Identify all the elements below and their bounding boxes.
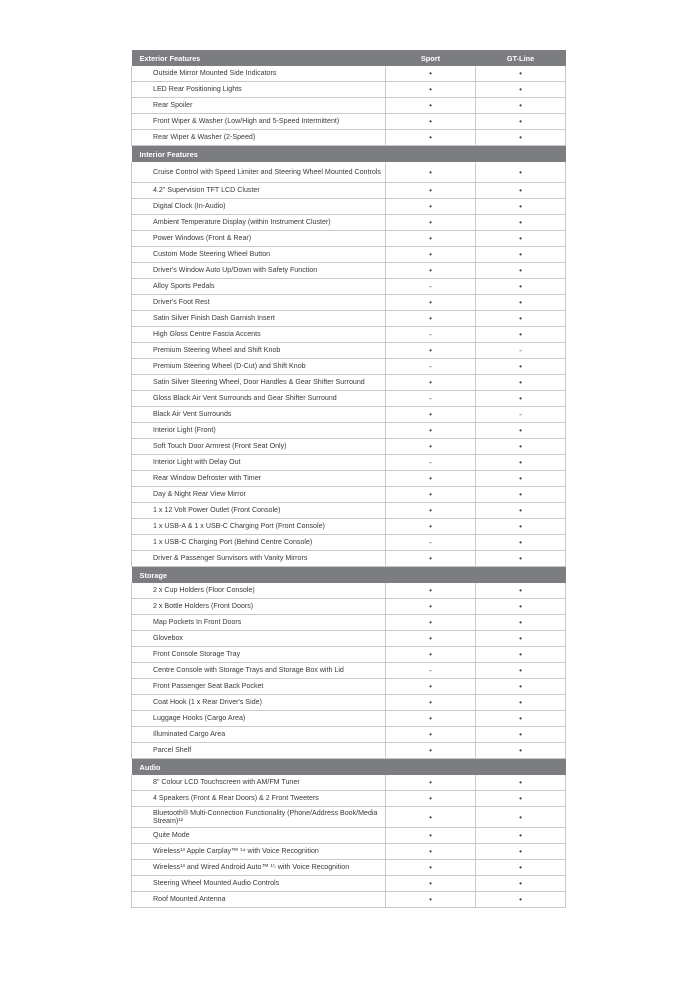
section-title: Interior Features — [132, 146, 566, 163]
feature-label: Soft Touch Door Armrest (Front Seat Only) — [132, 439, 386, 455]
table-row — [132, 231, 566, 247]
sport-availability: • — [386, 487, 476, 503]
gtline-availability: • — [476, 279, 566, 295]
gtline-availability: • — [476, 487, 566, 503]
table-row — [132, 263, 566, 279]
feature-label: 1 x USB-C Charging Port (Behind Centre Console) — [132, 535, 386, 551]
feature-label: High Gloss Centre Fascia Accents — [132, 327, 386, 343]
gtline-availability: • — [476, 327, 566, 343]
table-row — [132, 215, 566, 231]
column-header-gtline: GT-Line — [476, 50, 566, 66]
gtline-availability: • — [476, 162, 566, 183]
sport-availability: • — [386, 599, 476, 615]
gtline-availability: • — [476, 503, 566, 519]
feature-label: Driver's Window Auto Up/Down with Safety Function — [132, 263, 386, 279]
sport-availability: • — [386, 295, 476, 311]
table-row — [132, 375, 566, 391]
feature-label: Rear Wiper & Washer (2-Speed) — [132, 130, 386, 146]
feature-label: Front Wiper & Washer (Low/High and 5-Speed Intermittent) — [132, 114, 386, 130]
feature-label: Map Pockets In Front Doors — [132, 615, 386, 631]
gtline-availability: • — [476, 876, 566, 892]
table-row — [132, 775, 566, 791]
sport-availability: • — [386, 82, 476, 98]
table-row — [132, 487, 566, 503]
gtline-availability: • — [476, 231, 566, 247]
gtline-availability: • — [476, 844, 566, 860]
gtline-availability: • — [476, 892, 566, 908]
sport-availability: • — [386, 583, 476, 599]
table-row — [132, 791, 566, 807]
gtline-availability: • — [476, 215, 566, 231]
sport-availability: - — [386, 535, 476, 551]
feature-label: Steering Wheel Mounted Audio Controls — [132, 876, 386, 892]
feature-label: Premium Steering Wheel (D-Cut) and Shift Knob — [132, 359, 386, 375]
sport-availability: - — [386, 663, 476, 679]
table-row — [132, 583, 566, 599]
sport-availability: • — [386, 711, 476, 727]
gtline-availability: • — [476, 599, 566, 615]
table-row — [132, 391, 566, 407]
table-row — [132, 199, 566, 215]
feature-label: Rear Spoiler — [132, 98, 386, 114]
sport-availability: • — [386, 775, 476, 791]
table-row — [132, 98, 566, 114]
gtline-availability: • — [476, 439, 566, 455]
sport-availability: • — [386, 183, 476, 199]
table-row — [132, 647, 566, 663]
table-row — [132, 327, 566, 343]
feature-label: Cruise Control with Speed Limiter and Steering Wheel Mounted Controls — [132, 162, 386, 183]
gtline-availability: • — [476, 807, 566, 828]
table-row — [132, 82, 566, 98]
gtline-availability: • — [476, 471, 566, 487]
gtline-availability: • — [476, 775, 566, 791]
table-row — [132, 295, 566, 311]
gtline-availability: • — [476, 311, 566, 327]
sport-availability: • — [386, 407, 476, 423]
table-row — [132, 279, 566, 295]
sport-availability: • — [386, 828, 476, 844]
gtline-availability: • — [476, 519, 566, 535]
table-row — [132, 860, 566, 876]
table-row — [132, 471, 566, 487]
sport-availability: - — [386, 279, 476, 295]
feature-label: Driver & Passenger Sunvisors with Vanity Mirrors — [132, 551, 386, 567]
feature-label: Coat Hook (1 x Rear Driver's Side) — [132, 695, 386, 711]
feature-label: Centre Console with Storage Trays and Storage Box with Lid — [132, 663, 386, 679]
feature-label: Rear Window Defroster with Timer — [132, 471, 386, 487]
gtline-availability: • — [476, 583, 566, 599]
feature-label: Illuminated Cargo Area — [132, 727, 386, 743]
table-row — [132, 455, 566, 471]
sport-availability: • — [386, 375, 476, 391]
sport-availability: • — [386, 743, 476, 759]
feature-label: Bluetooth® Multi-Connection Functionality (Phone/Address Book/Media Stream)¹² — [132, 807, 386, 828]
sport-availability: • — [386, 695, 476, 711]
feature-label: Satin Silver Finish Dash Garnish Insert — [132, 311, 386, 327]
gtline-availability: • — [476, 551, 566, 567]
gtline-availability: • — [476, 82, 566, 98]
table-row — [132, 343, 566, 359]
feature-label: Interior Light with Delay Out — [132, 455, 386, 471]
sport-availability: - — [386, 359, 476, 375]
table-row — [132, 66, 566, 82]
table-row — [132, 359, 566, 375]
sport-availability: • — [386, 551, 476, 567]
section-title: Storage — [132, 567, 566, 584]
table-row — [132, 114, 566, 130]
sport-availability: • — [386, 647, 476, 663]
sport-availability: • — [386, 311, 476, 327]
feature-label: Alloy Sports Pedals — [132, 279, 386, 295]
gtline-availability: • — [476, 263, 566, 279]
table-header-row — [132, 50, 566, 66]
feature-label: Digital Clock (In-Audio) — [132, 199, 386, 215]
sport-availability: - — [386, 455, 476, 471]
feature-label: Front Passenger Seat Back Pocket — [132, 679, 386, 695]
table-row — [132, 503, 566, 519]
table-row — [132, 727, 566, 743]
table-row — [132, 311, 566, 327]
feature-label: Driver's Foot Rest — [132, 295, 386, 311]
feature-label: 2 x Cup Holders (Floor Console) — [132, 583, 386, 599]
sport-availability: • — [386, 114, 476, 130]
section-header-row — [132, 567, 566, 584]
sport-availability: • — [386, 130, 476, 146]
sport-availability: • — [386, 791, 476, 807]
column-header-sport: Sport — [386, 50, 476, 66]
feature-label: 2 x Bottle Holders (Front Doors) — [132, 599, 386, 615]
gtline-availability: • — [476, 391, 566, 407]
features-table — [131, 50, 566, 908]
sport-availability: • — [386, 439, 476, 455]
table-row — [132, 615, 566, 631]
sport-availability: • — [386, 423, 476, 439]
gtline-availability: • — [476, 679, 566, 695]
feature-label: 4 Speakers (Front & Rear Doors) & 2 Front Tweeters — [132, 791, 386, 807]
gtline-availability: • — [476, 423, 566, 439]
feature-label: Front Console Storage Tray — [132, 647, 386, 663]
sport-availability: • — [386, 727, 476, 743]
feature-label: Interior Light (Front) — [132, 423, 386, 439]
table-row — [132, 247, 566, 263]
gtline-availability: • — [476, 114, 566, 130]
gtline-availability: • — [476, 375, 566, 391]
feature-label: Black Air Vent Surrounds — [132, 407, 386, 423]
sport-availability: • — [386, 66, 476, 82]
gtline-availability: • — [476, 247, 566, 263]
table-row — [132, 711, 566, 727]
table-row — [132, 535, 566, 551]
gtline-availability: • — [476, 66, 566, 82]
table-row — [132, 807, 566, 828]
table-row — [132, 551, 566, 567]
gtline-availability: • — [476, 199, 566, 215]
feature-label: Parcel Shelf — [132, 743, 386, 759]
table-row — [132, 663, 566, 679]
sport-availability: • — [386, 162, 476, 183]
column-header-feature: Exterior Features — [132, 50, 386, 66]
sport-availability: • — [386, 876, 476, 892]
section-header-row — [132, 146, 566, 163]
sport-availability: • — [386, 631, 476, 647]
table-row — [132, 130, 566, 146]
feature-label: Glovebox — [132, 631, 386, 647]
feature-label: Premium Steering Wheel and Shift Knob — [132, 343, 386, 359]
gtline-availability: • — [476, 727, 566, 743]
gtline-availability: • — [476, 130, 566, 146]
sport-availability: • — [386, 615, 476, 631]
gtline-availability: • — [476, 711, 566, 727]
feature-label: Roof Mounted Antenna — [132, 892, 386, 908]
table-row — [132, 599, 566, 615]
feature-label: Wireless¹³ Apple Carplay™ ¹⁴ with Voice Recognition — [132, 844, 386, 860]
table-row — [132, 439, 566, 455]
feature-label: 4.2" Supervision TFT LCD Cluster — [132, 183, 386, 199]
table-row — [132, 679, 566, 695]
sport-availability: • — [386, 98, 476, 114]
sport-availability: • — [386, 892, 476, 908]
gtline-availability: • — [476, 295, 566, 311]
feature-label: Quite Mode — [132, 828, 386, 844]
gtline-availability: • — [476, 663, 566, 679]
gtline-availability: • — [476, 743, 566, 759]
gtline-availability: • — [476, 695, 566, 711]
sport-availability: • — [386, 503, 476, 519]
feature-label: Power Windows (Front & Rear) — [132, 231, 386, 247]
table-row — [132, 631, 566, 647]
sport-availability: • — [386, 807, 476, 828]
gtline-availability: • — [476, 860, 566, 876]
gtline-availability: • — [476, 615, 566, 631]
sport-availability: • — [386, 860, 476, 876]
sport-availability: • — [386, 844, 476, 860]
gtline-availability: • — [476, 535, 566, 551]
feature-label: 1 x USB-A & 1 x USB-C Charging Port (Front Console) — [132, 519, 386, 535]
sport-availability: • — [386, 519, 476, 535]
gtline-availability: - — [476, 343, 566, 359]
table-row — [132, 695, 566, 711]
gtline-availability: • — [476, 183, 566, 199]
gtline-availability: • — [476, 828, 566, 844]
feature-label: LED Rear Positioning Lights — [132, 82, 386, 98]
sport-availability: • — [386, 231, 476, 247]
feature-label: Gloss Black Air Vent Surrounds and Gear Shifter Surround — [132, 391, 386, 407]
feature-label: 1 x 12 Volt Power Outlet (Front Console) — [132, 503, 386, 519]
gtline-availability: • — [476, 791, 566, 807]
gtline-availability: • — [476, 359, 566, 375]
sport-availability: • — [386, 247, 476, 263]
table-row — [132, 743, 566, 759]
feature-label: Ambient Temperature Display (within Instrument Cluster) — [132, 215, 386, 231]
feature-label: Luggage Hooks (Cargo Area) — [132, 711, 386, 727]
sport-availability: - — [386, 327, 476, 343]
gtline-availability: • — [476, 98, 566, 114]
table-row — [132, 407, 566, 423]
gtline-availability: - — [476, 407, 566, 423]
gtline-availability: • — [476, 647, 566, 663]
feature-label: 8" Colour LCD Touchscreen with AM/FM Tuner — [132, 775, 386, 791]
sport-availability: • — [386, 199, 476, 215]
table-row — [132, 519, 566, 535]
feature-label: Custom Mode Steering Wheel Button — [132, 247, 386, 263]
gtline-availability: • — [476, 631, 566, 647]
table-row — [132, 162, 566, 183]
sport-availability: • — [386, 343, 476, 359]
table-row — [132, 828, 566, 844]
table-row — [132, 892, 566, 908]
section-header-row — [132, 759, 566, 776]
table-row — [132, 876, 566, 892]
table-row — [132, 183, 566, 199]
feature-label: Outside Mirror Mounted Side Indicators — [132, 66, 386, 82]
sport-availability: - — [386, 391, 476, 407]
table-row — [132, 423, 566, 439]
feature-label: Wireless¹³ and Wired Android Auto™ ¹⁵ with Voice Recognition — [132, 860, 386, 876]
sport-availability: • — [386, 471, 476, 487]
sport-availability: • — [386, 215, 476, 231]
table-row — [132, 844, 566, 860]
table-body — [132, 66, 566, 908]
section-title: Audio — [132, 759, 566, 776]
sport-availability: • — [386, 679, 476, 695]
sport-availability: • — [386, 263, 476, 279]
gtline-availability: • — [476, 455, 566, 471]
feature-label: Satin Silver Steering Wheel, Door Handles & Gear Shifter Surround — [132, 375, 386, 391]
feature-label: Day & Night Rear View Mirror — [132, 487, 386, 503]
